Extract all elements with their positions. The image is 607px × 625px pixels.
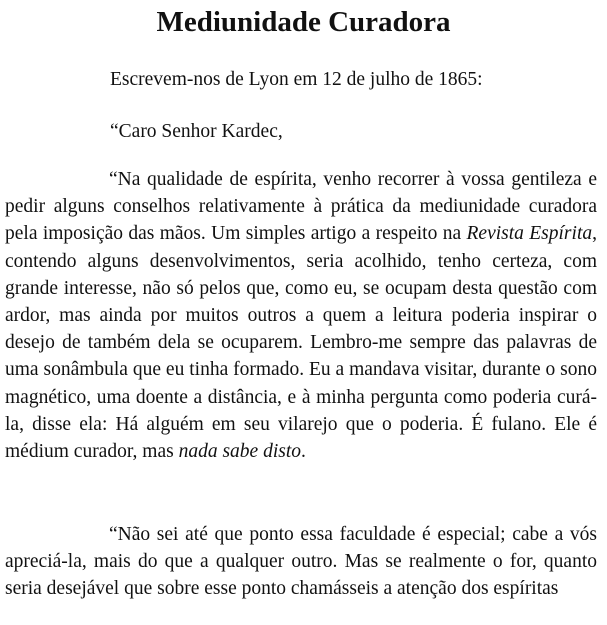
emphasis-italic: nada sabe disto xyxy=(178,441,302,463)
body-paragraph-1 xyxy=(5,166,597,465)
body-paragraph-2: “Não sei até que ponto essa faculdade é especial; cabe a vós apreciá-la, mais do que a qualquer outro. Mas se realmente o for, quanto seria desejável que sobre esse ponto chamásseis a atenção dos espíritas xyxy=(5,524,597,600)
paragraph-1-text-a: “Na qualidade de espírita, venho recorrer à vossa gentileza e pedir alguns conselhos relativamente à prática da mediunidade curadora pela imposição das mãos. Um simples artigo a respeito na xyxy=(5,169,597,245)
paragraph-1-text-b: , contendo alguns desenvolvimentos, seria acolhido, tenho certeza, com grande interesse, não só pelos que, como eu, se ocupam desta questão com ardor, mas ainda por muitos outros a quem a leitura poderia inspirar o desejo de também dela se ocuparem. Lembro-me sempre das palavras de uma sonâmbula que eu tinha formado. Eu a mandava visitar, durante o sono magnético, uma doente a distância, e à minha pergunta como poderia curá-la, disse ela: Há alguém em seu vilarejo que o poderia. É fulano. Ele é médium curador, mas xyxy=(5,223,597,463)
paragraph-1-text-c: . xyxy=(301,441,306,463)
page-title: Mediunidade Curadora xyxy=(156,6,451,38)
salutation: “Caro Senhor Kardec, xyxy=(110,121,283,142)
journal-title-italic: Revista Espírita xyxy=(466,223,593,245)
intro-line: Escrevem-nos de Lyon em 12 de julho de 1865: xyxy=(110,69,483,90)
